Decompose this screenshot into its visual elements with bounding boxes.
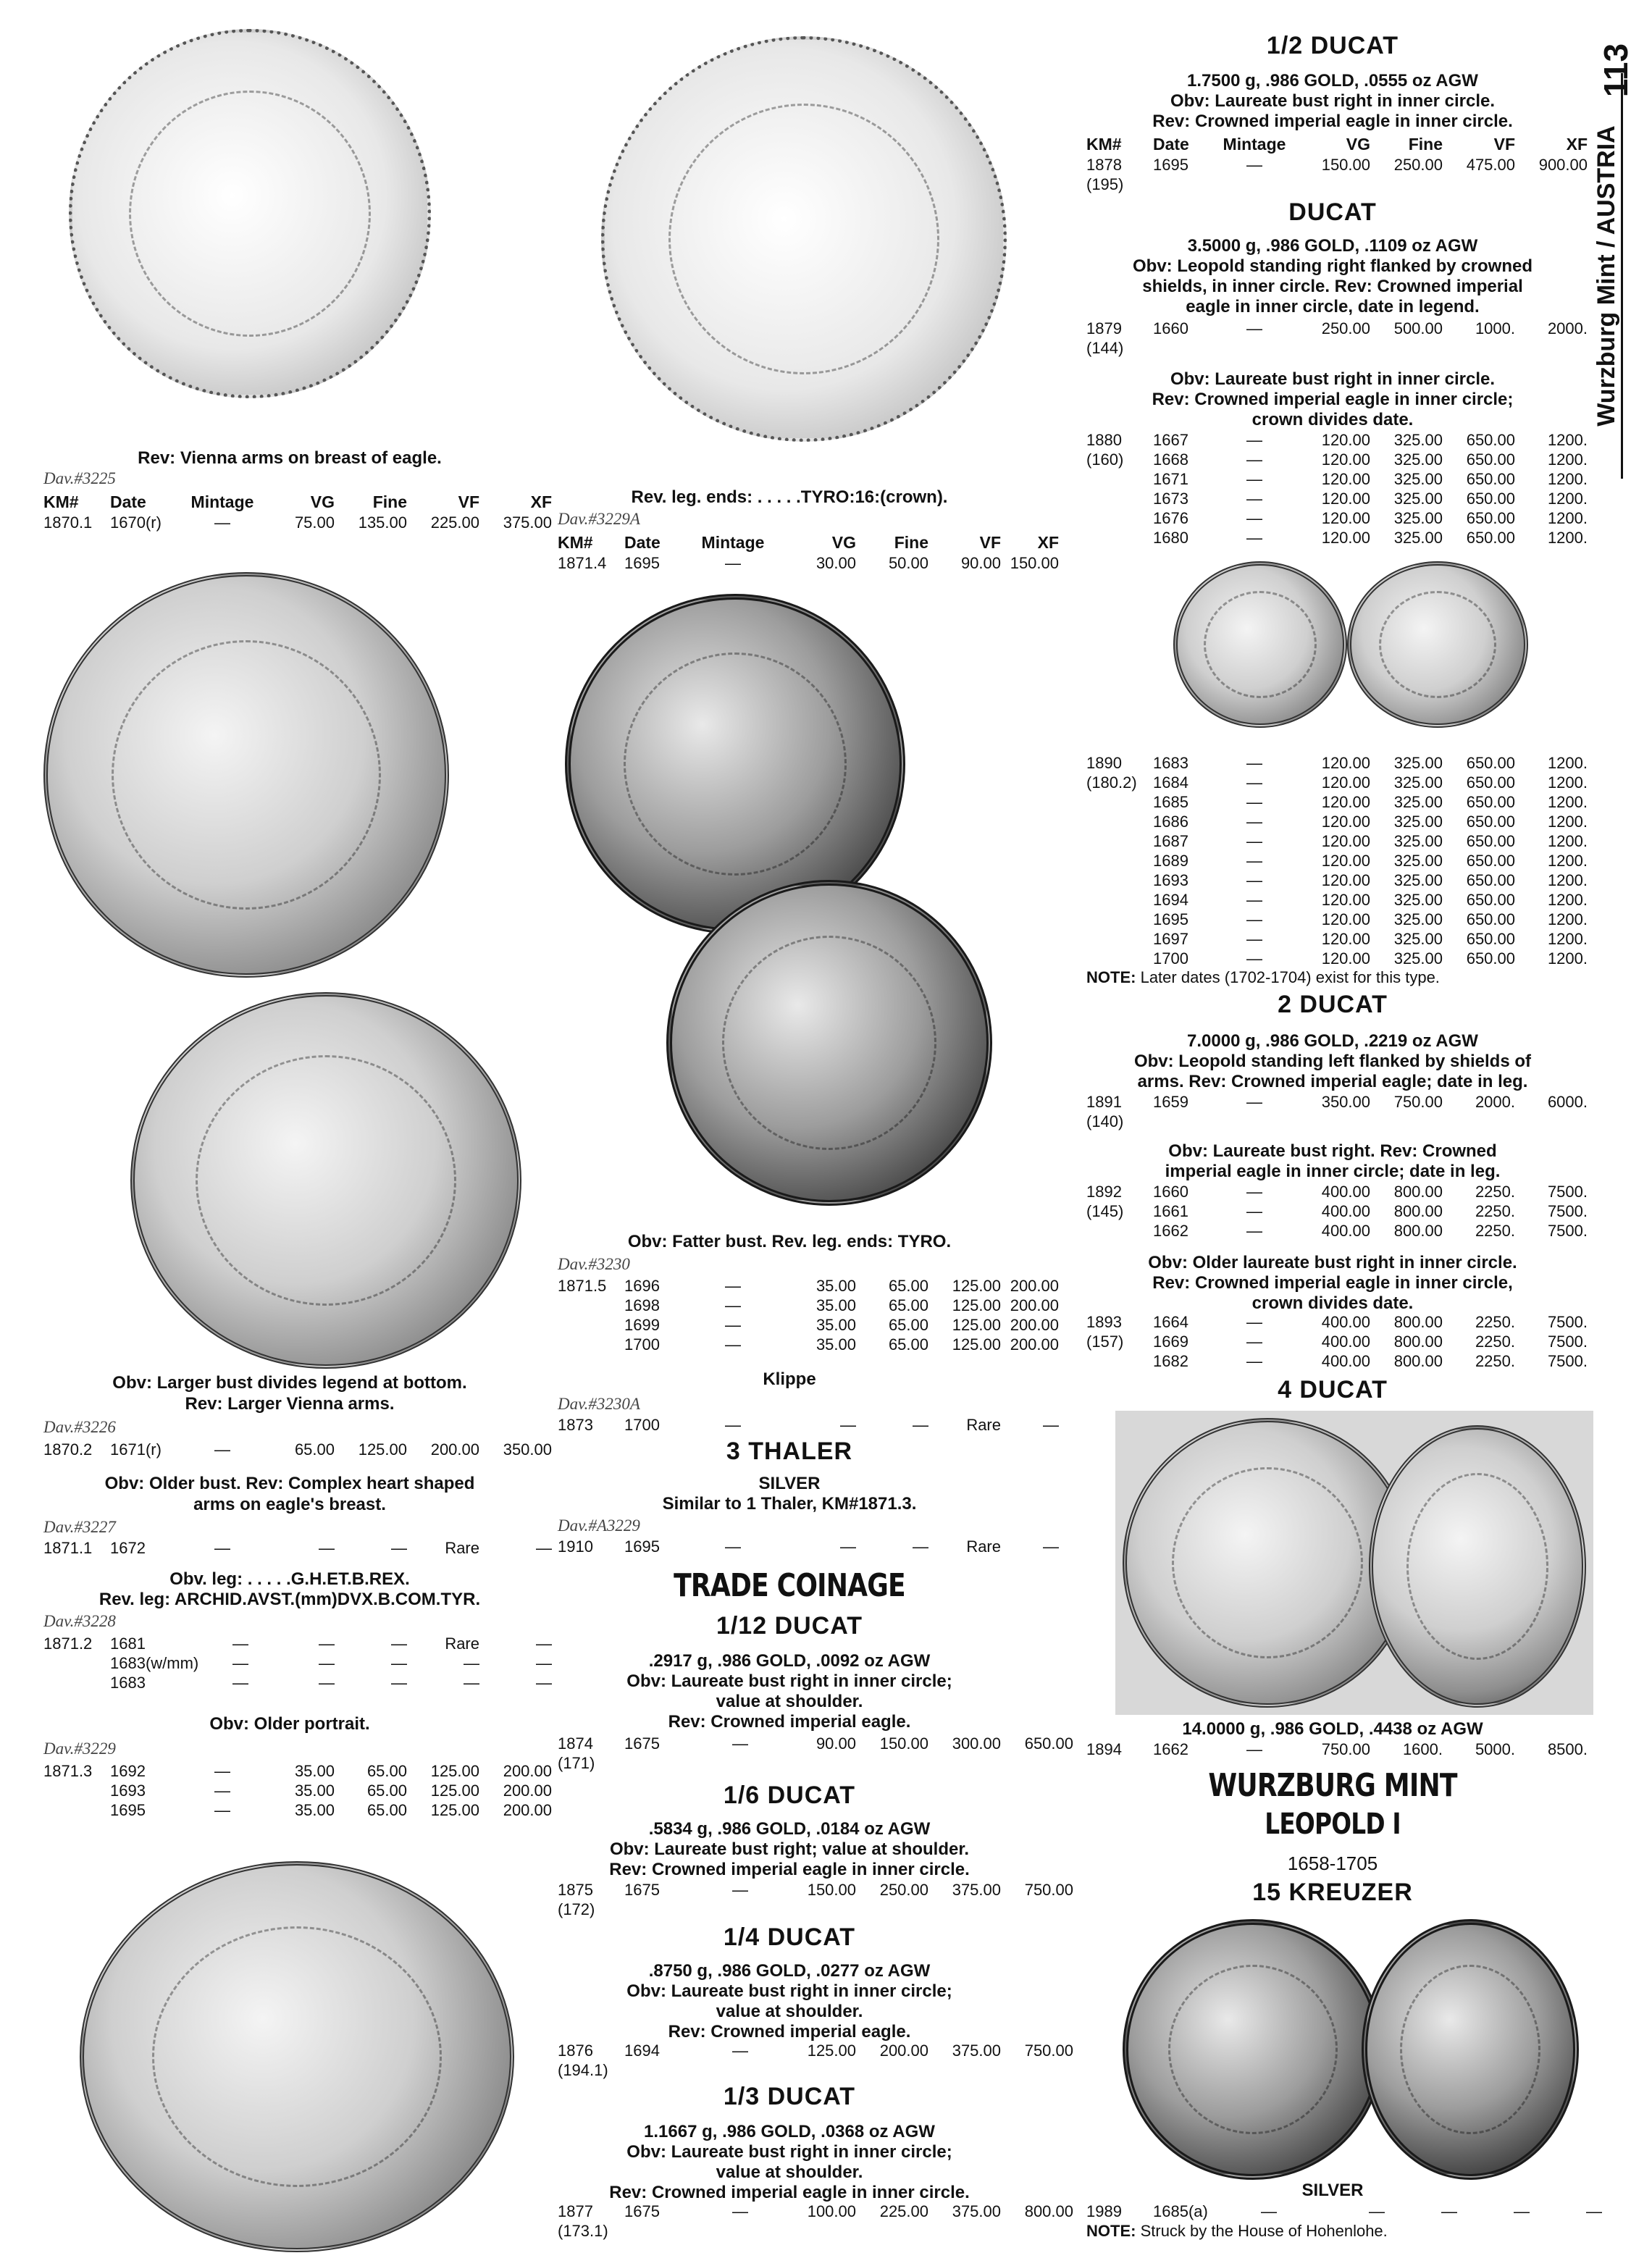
15-kreuzer-metal: SILVER bbox=[1301, 2181, 1364, 2200]
coin-image-15-kreuzer-obverse bbox=[1123, 1919, 1383, 2180]
caption-3227-a: Obv: Older bust. Rev: Complex heart shaped bbox=[104, 1474, 475, 1493]
table-row: 1689 — 120.00 325.00 650.00 1200. bbox=[1153, 852, 1588, 870]
table-ducat-1880 bbox=[1086, 430, 1588, 547]
table-row: 1875 1675 — 150.00 250.00 375.00 750.00 bbox=[558, 1881, 1073, 1899]
1-3-ducat-heading: 1/3 DUCAT bbox=[723, 2083, 856, 2110]
table-row: 1682 — 400.00 800.00 2250. 7500. bbox=[1153, 1352, 1588, 1370]
table-ducat-1890 bbox=[1086, 753, 1588, 987]
table-row: 1871.3 1692 — 35.00 65.00 125.00 200.00 bbox=[43, 1762, 552, 1780]
km-sub: (194.1) bbox=[558, 2061, 608, 2079]
table-header: KM# Date Mintage VG Fine VF XF bbox=[1086, 135, 1588, 154]
caption-3226-a: Obv: Larger bust divides legend at bottom. bbox=[112, 1373, 467, 1393]
coin-image-3230-reverse bbox=[666, 880, 992, 1206]
table-row: 1697 — 120.00 325.00 650.00 1200. bbox=[1153, 930, 1588, 948]
table-row: 1671 — 120.00 325.00 650.00 1200. bbox=[1153, 470, 1588, 488]
3-thaler-similar: Similar to 1 Thaler, KM#1871.3. bbox=[662, 1494, 917, 1514]
caption-3230: Obv: Fatter bust. Rev. leg. ends: TYRO. bbox=[627, 1232, 952, 1251]
table-row: 1871.5 1696 — 35.00 65.00 125.00 200.00 bbox=[558, 1277, 1059, 1295]
ruler-years: 1658-1705 bbox=[1287, 1852, 1378, 1874]
table-row: 1989 1685(a) — — — — — bbox=[1086, 2202, 1602, 2220]
table-row: 1687 — 120.00 325.00 650.00 1200. bbox=[1153, 832, 1588, 850]
klippe-title: Klippe bbox=[763, 1369, 816, 1389]
coin-image-3229 bbox=[80, 1861, 514, 2252]
15-kreuzer-heading: 15 KREUZER bbox=[1252, 1879, 1413, 1906]
ducat-spec-2: Obv: Laureate bust right in inner circle. Rev: Crowned imperial eagle in inner circle; crown divides date. bbox=[1152, 369, 1514, 429]
2-ducat-spec-3: Obv: Older laureate bust right in inner circle. Rev: Crowned imperial eagle in inner circle, crown divides date. bbox=[1148, 1253, 1517, 1313]
ducat-spec: 3.5000 g, .986 GOLD, .1109 oz AGW Obv: Leopold standing right flanked by crowned shields, in inner circle. Rev: Crowned imperial eagle in inner circle, date in legend. bbox=[1132, 236, 1533, 316]
table-row: 1673 — 120.00 325.00 650.00 1200. bbox=[1153, 490, 1588, 508]
3-thaler-metal: SILVER bbox=[758, 1474, 821, 1493]
trade-coinage-heading: TRADE COINAGE bbox=[674, 1567, 905, 1604]
table-3228 bbox=[43, 1634, 552, 1692]
1-3-ducat-spec: 1.1667 g, .986 GOLD, .0368 oz AGW Obv: Laureate bust right in inner circle; value at shoulder. Rev: Crowned imperial eagle in inner circle. bbox=[609, 2122, 970, 2202]
table-row: 1700 — 35.00 65.00 125.00 200.00 bbox=[624, 1335, 1059, 1354]
table-3229 bbox=[43, 1761, 552, 1820]
table-2-ducat-1893 bbox=[1086, 1312, 1588, 1371]
table-row: 1894 1662 — 750.00 1600. 5000. 8500. bbox=[1086, 1740, 1588, 1758]
table-2-ducat-1891 bbox=[1086, 1092, 1588, 1131]
dav-3228: Dav.#3228 bbox=[43, 1612, 116, 1630]
section-title: Wurzburg Mint / AUSTRIA bbox=[1593, 73, 1623, 479]
4-ducat-heading: 4 DUCAT bbox=[1278, 1376, 1388, 1403]
table-row: (180.2) 1684 — 120.00 325.00 650.00 1200. bbox=[1086, 773, 1588, 792]
table-1-2 bbox=[1086, 155, 1588, 194]
table-row: 1890 1683 — 120.00 325.00 650.00 1200. bbox=[1086, 754, 1588, 772]
km-sub: (144) bbox=[1086, 339, 1124, 357]
coin-image-3225 bbox=[69, 29, 431, 398]
table-row: 1693 — 35.00 65.00 125.00 200.00 bbox=[110, 1782, 552, 1800]
table-1-3 bbox=[558, 2202, 1073, 2241]
table-row: 1662 — 400.00 800.00 2250. 7500. bbox=[1153, 1222, 1588, 1240]
3-thaler-heading: 3 THALER bbox=[726, 1438, 853, 1465]
dav-3230: Dav.#3230 bbox=[558, 1255, 630, 1273]
coin-image-4-ducat-reverse bbox=[1369, 1425, 1586, 1708]
table-row: 1877 1675 — 100.00 225.00 375.00 800.00 bbox=[558, 2202, 1073, 2220]
1-4-ducat-heading: 1/4 DUCAT bbox=[723, 1923, 856, 1951]
table-row: 1873 1700 — — — Rare — bbox=[558, 1416, 1059, 1434]
coin-image-ducat-obverse bbox=[1173, 561, 1347, 728]
1-4-ducat-spec: .8750 g, .986 GOLD, .0277 oz AGW Obv: Laureate bust right in inner circle; value at shoulder. Rev: Crowned imperial eagle. bbox=[626, 1961, 952, 2042]
caption-3229: Obv: Older portrait. bbox=[209, 1714, 370, 1734]
coin-image-ducat-reverse bbox=[1347, 561, 1528, 728]
table-row: (157) 1669 — 400.00 800.00 2250. 7500. bbox=[1086, 1333, 1588, 1351]
caption-3225: Rev: Vienna arms on breast of eagle. bbox=[138, 448, 442, 468]
ruler-heading: LEOPOLD I bbox=[1265, 1808, 1401, 1841]
dav-3227: Dav.#3227 bbox=[43, 1518, 116, 1536]
table-row: 1694 — 120.00 325.00 650.00 1200. bbox=[1153, 891, 1588, 909]
1-6-ducat-heading: 1/6 DUCAT bbox=[723, 1782, 856, 1809]
table-row: 1685 — 120.00 325.00 650.00 1200. bbox=[1153, 793, 1588, 811]
table-row: 1874 1675 — 90.00 150.00 300.00 650.00 bbox=[558, 1734, 1073, 1753]
page-number: 113 bbox=[1597, 43, 1635, 98]
table-row: 1683 — — — — — bbox=[110, 1674, 552, 1692]
table-header: KM# Date Mintage VG Fine VF XF bbox=[558, 533, 1059, 552]
table-row: 1871.1 1672 — — — Rare — bbox=[43, 1539, 552, 1557]
4-ducat-spec: 14.0000 g, .986 GOLD, .4438 oz AGW bbox=[1182, 1719, 1483, 1739]
table-row: 1695 — 35.00 65.00 125.00 200.00 bbox=[110, 1801, 552, 1819]
dav-3229a: Dav.#3229A bbox=[558, 510, 640, 528]
table-1-4 bbox=[558, 2041, 1073, 2080]
caption-3227-b: arms on eagle's breast. bbox=[193, 1495, 386, 1514]
1-12-ducat-heading: 1/12 DUCAT bbox=[716, 1612, 863, 1640]
table-row: 1871.2 1681 — — — Rare — bbox=[43, 1635, 552, 1653]
table-row: (145) 1661 — 400.00 800.00 2250. 7500. bbox=[1086, 1202, 1588, 1220]
caption-3228-b: Rev. leg: ARCHID.AVST.(mm)DVX.B.COM.TYR. bbox=[98, 1590, 481, 1609]
table-row: 1876 1694 — 125.00 200.00 375.00 750.00 bbox=[558, 2042, 1073, 2060]
table-row: 1676 — 120.00 325.00 650.00 1200. bbox=[1153, 509, 1588, 527]
wurzburg-mint-heading: WURZBURG MINT bbox=[1208, 1767, 1457, 1804]
coin-image-leopold-obverse bbox=[43, 572, 449, 978]
table-row: 1871.4 1695 — 30.00 50.00 90.00 150.00 bbox=[558, 554, 1059, 572]
dav-3226: Dav.#3226 bbox=[43, 1418, 116, 1436]
2-ducat-spec-2: Obv: Laureate bust right. Rev: Crowned imperial eagle in inner circle; date in leg. bbox=[1165, 1141, 1501, 1181]
table-row: 1695 — 120.00 325.00 650.00 1200. bbox=[1153, 910, 1588, 928]
dav-3230a: Dav.#3230A bbox=[558, 1395, 640, 1413]
table-row: 1880 1667 — 120.00 325.00 650.00 1200. bbox=[1086, 431, 1588, 449]
wurzburg-note: NOTE: Struck by the House of Hohenlohe. bbox=[1086, 2222, 1388, 2240]
coin-image-3226 bbox=[130, 992, 521, 1369]
dav-3225: Dav.#3225 bbox=[43, 469, 116, 487]
ducat-note: NOTE: Later dates (1702-1704) exist for this type. bbox=[1086, 968, 1440, 986]
table-1-6 bbox=[558, 1880, 1073, 1919]
1-2-ducat-heading: 1/2 DUCAT bbox=[1266, 32, 1399, 59]
caption-3229a: Rev. leg. ends: . . . . .TYRO:16:(crown). bbox=[631, 487, 948, 507]
table-row: 1699 — 35.00 65.00 125.00 200.00 bbox=[624, 1316, 1059, 1334]
table-row: 1686 — 120.00 325.00 650.00 1200. bbox=[1153, 813, 1588, 831]
table-header: KM# Date Mintage VG Fine VF XF bbox=[43, 492, 552, 511]
table-row: 1693 — 120.00 325.00 650.00 1200. bbox=[1153, 871, 1588, 889]
caption-3228-a: Obv. leg: . . . . .G.H.ET.B.REX. bbox=[169, 1569, 410, 1589]
table-1-12 bbox=[558, 1734, 1073, 1773]
km-sub: (172) bbox=[558, 1900, 595, 1918]
km-sub: (140) bbox=[1086, 1112, 1124, 1130]
table-row: 1700 — 120.00 325.00 650.00 1200. bbox=[1153, 949, 1588, 968]
coin-image-3229a bbox=[601, 36, 1007, 442]
table-row: 1879 1660 — 250.00 500.00 1000. 2000. bbox=[1086, 319, 1588, 337]
table-row: 1893 1664 — 400.00 800.00 2250. 7500. bbox=[1086, 1313, 1588, 1331]
1-12-ducat-spec: .2917 g, .986 GOLD, .0092 oz AGW Obv: Laureate bust right in inner circle; value at shoulder. Rev: Crowned imperial eagle. bbox=[626, 1651, 952, 1732]
table-ducat-1879 bbox=[1086, 319, 1588, 358]
table-row: 1891 1659 — 350.00 750.00 2000. 6000. bbox=[1086, 1093, 1588, 1111]
dav-3229: Dav.#3229 bbox=[43, 1740, 116, 1758]
4-ducat-photo bbox=[1115, 1411, 1593, 1715]
km-sub: (171) bbox=[558, 1754, 595, 1772]
table-row: 1698 — 35.00 65.00 125.00 200.00 bbox=[624, 1296, 1059, 1314]
table-row: 1680 — 120.00 325.00 650.00 1200. bbox=[1153, 529, 1588, 547]
table-2-ducat-1892 bbox=[1086, 1182, 1588, 1241]
table-row: 1683(w/mm) — — — — — bbox=[110, 1654, 552, 1672]
1-6-ducat-spec: .5834 g, .986 GOLD, .0184 oz AGW Obv: Laureate bust right; value at shoulder. Rev: Crowned imperial eagle in inner circle. bbox=[609, 1819, 970, 1879]
table-row: 1910 1695 — — — Rare — bbox=[558, 1537, 1059, 1556]
table-row: 1878 1695 — 150.00 250.00 475.00 900.00 bbox=[1086, 156, 1588, 174]
coin-image-15-kreuzer-reverse bbox=[1362, 1919, 1579, 2180]
table-row: 1892 1660 — 400.00 800.00 2250. 7500. bbox=[1086, 1183, 1588, 1201]
2-ducat-spec: 7.0000 g, .986 GOLD, .2219 oz AGW Obv: Leopold standing left flanked by shields of arms. Rev: Crowned imperial eagle; date in leg. bbox=[1133, 1031, 1532, 1091]
ducat-heading: DUCAT bbox=[1288, 198, 1377, 226]
1-2-ducat-spec: 1.7500 g, .986 GOLD, .0555 oz AGW Obv: Laureate bust right in inner circle. Rev: Crowned imperial eagle in inner circle. bbox=[1152, 71, 1513, 131]
caption-3226-b: Rev: Larger Vienna arms. bbox=[185, 1394, 395, 1414]
table-row: (160) 1668 — 120.00 325.00 650.00 1200. bbox=[1086, 450, 1588, 469]
table-row: 1870.1 1670(r) — 75.00 135.00 225.00 375.00 bbox=[43, 513, 552, 532]
km-sub: (195) bbox=[1086, 175, 1124, 193]
table-3230 bbox=[558, 1276, 1059, 1354]
page-sidebar bbox=[1586, 22, 1637, 456]
2-ducat-heading: 2 DUCAT bbox=[1278, 991, 1388, 1018]
km-sub: (173.1) bbox=[558, 2222, 608, 2240]
dav-a3229: Dav.#A3229 bbox=[558, 1516, 640, 1535]
table-row: 1870.2 1671(r) — 65.00 125.00 200.00 350.00 bbox=[43, 1440, 552, 1459]
